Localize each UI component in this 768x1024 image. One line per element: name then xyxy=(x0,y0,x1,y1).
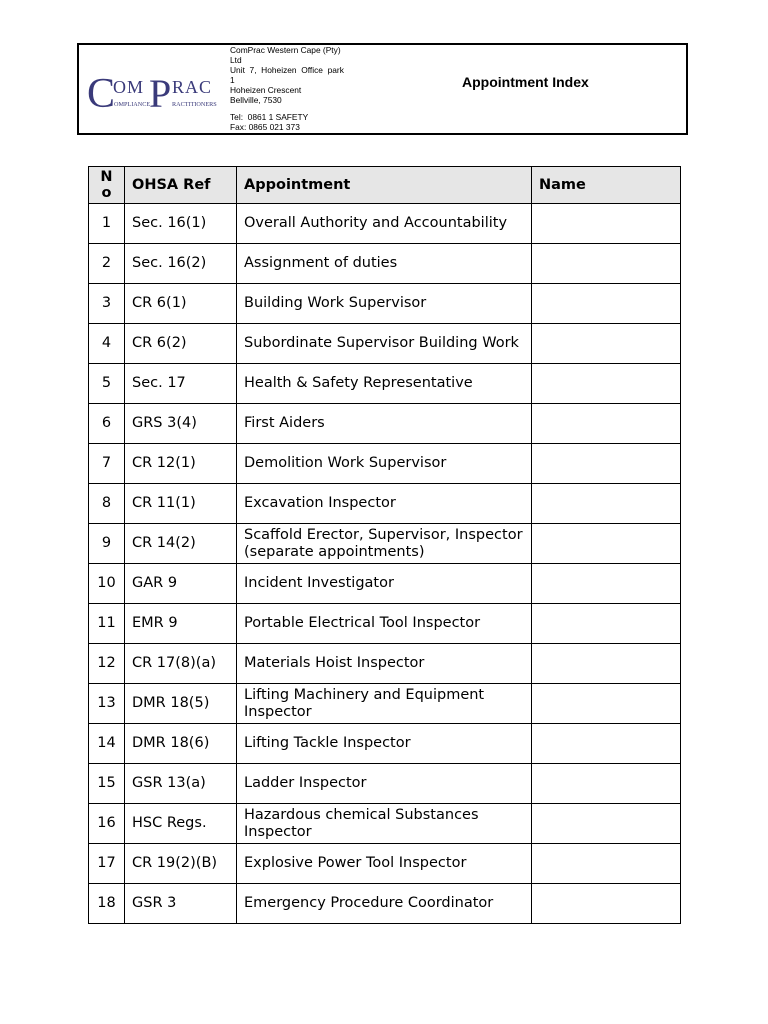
appointment-cell: Demolition Work Supervisor xyxy=(237,444,532,484)
appointment-table xyxy=(88,166,681,924)
appointment-cell: Materials Hoist Inspector xyxy=(237,644,532,684)
row-number: 3 xyxy=(89,284,125,324)
ohsa-ref-cell: GAR 9 xyxy=(125,564,237,604)
company-line: Unit 7, Hoheizen Office park xyxy=(230,64,344,75)
svg-text:P: P xyxy=(149,71,172,115)
row-number: 5 xyxy=(89,364,125,404)
table-row xyxy=(89,564,681,604)
table-row xyxy=(89,364,681,404)
name-cell[interactable] xyxy=(532,364,681,404)
ohsa-ref-cell: HSC Regs. xyxy=(125,804,237,844)
appointment-cell: Explosive Power Tool Inspector xyxy=(237,844,532,884)
appointment-cell: Subordinate Supervisor Building Work xyxy=(237,324,532,364)
name-cell[interactable] xyxy=(532,324,681,364)
ohsa-ref-cell: DMR 18(6) xyxy=(125,724,237,764)
ohsa-ref-cell: Sec. 16(2) xyxy=(125,244,237,284)
table-header-row xyxy=(89,167,681,204)
company-line: Hoheizen Crescent xyxy=(230,84,302,95)
table-row xyxy=(89,724,681,764)
table-row xyxy=(89,884,681,924)
ohsa-ref-cell: CR 6(1) xyxy=(125,284,237,324)
name-cell[interactable] xyxy=(532,484,681,524)
row-number: 13 xyxy=(89,684,125,724)
table-row xyxy=(89,684,681,724)
column-header-ref: OHSA Ref xyxy=(125,167,237,204)
appointment-cell: First Aiders xyxy=(237,404,532,444)
appointment-cell: Portable Electrical Tool Inspector xyxy=(237,604,532,644)
table-row xyxy=(89,804,681,844)
row-number: 11 xyxy=(89,604,125,644)
appointment-cell: Scaffold Erector, Supervisor, Inspector (separate appointments) xyxy=(237,524,532,564)
row-number: 16 xyxy=(89,804,125,844)
name-cell[interactable] xyxy=(532,404,681,444)
company-tel: Tel: 0861 1 SAFETY xyxy=(230,112,309,123)
appointment-cell: Incident Investigator xyxy=(237,564,532,604)
name-cell[interactable] xyxy=(532,764,681,804)
ohsa-ref-cell: CR 11(1) xyxy=(125,484,237,524)
svg-text:RAC: RAC xyxy=(172,77,213,97)
appointment-cell: Health & Safety Representative xyxy=(237,364,532,404)
appointment-cell: Assignment of duties xyxy=(237,244,532,284)
company-line: Ltd xyxy=(230,54,242,65)
ohsa-ref-cell: EMR 9 xyxy=(125,604,237,644)
name-cell[interactable] xyxy=(532,524,681,564)
company-line: 1 xyxy=(230,74,235,85)
appointment-cell: Overall Authority and Accountability xyxy=(237,204,532,244)
name-cell[interactable] xyxy=(532,724,681,764)
row-number: 15 xyxy=(89,764,125,804)
svg-text:OM: OM xyxy=(113,77,145,97)
ohsa-ref-cell: CR 14(2) xyxy=(125,524,237,564)
appointment-cell: Excavation Inspector xyxy=(237,484,532,524)
svg-text:OMPLIANCE: OMPLIANCE xyxy=(114,101,151,108)
table-row xyxy=(89,244,681,284)
table-row xyxy=(89,524,681,564)
name-cell[interactable] xyxy=(532,204,681,244)
company-line: Bellville, 7530 xyxy=(230,94,282,105)
row-number: 8 xyxy=(89,484,125,524)
row-number: 1 xyxy=(89,204,125,244)
row-number: 4 xyxy=(89,324,125,364)
ohsa-ref-cell: GSR 13(a) xyxy=(125,764,237,804)
table-row xyxy=(89,644,681,684)
table-row xyxy=(89,764,681,804)
row-number: 9 xyxy=(89,524,125,564)
name-cell[interactable] xyxy=(532,604,681,644)
row-number: 10 xyxy=(89,564,125,604)
name-cell[interactable] xyxy=(532,284,681,324)
table-row xyxy=(89,204,681,244)
ohsa-ref-cell: GRS 3(4) xyxy=(125,404,237,444)
row-number: 18 xyxy=(89,884,125,924)
row-number: 14 xyxy=(89,724,125,764)
table-row xyxy=(89,844,681,884)
name-cell[interactable] xyxy=(532,684,681,724)
column-header-name: Name xyxy=(532,167,681,204)
table-row xyxy=(89,284,681,324)
ohsa-ref-cell: Sec. 17 xyxy=(125,364,237,404)
appointment-cell: Lifting Tackle Inspector xyxy=(237,724,532,764)
comprac-logo xyxy=(87,71,217,115)
appointment-cell: Hazardous chemical Substances Inspector xyxy=(237,804,532,844)
row-number: 7 xyxy=(89,444,125,484)
table-row xyxy=(89,444,681,484)
table-row xyxy=(89,404,681,444)
name-cell[interactable] xyxy=(532,564,681,604)
table-row xyxy=(89,604,681,644)
svg-text:RACTITIONERS: RACTITIONERS xyxy=(172,101,217,108)
name-cell[interactable] xyxy=(532,444,681,484)
ohsa-ref-cell: GSR 3 xyxy=(125,884,237,924)
name-cell[interactable] xyxy=(532,244,681,284)
ohsa-ref-cell: CR 17(8)(a) xyxy=(125,644,237,684)
name-cell[interactable] xyxy=(532,644,681,684)
appointment-cell: Building Work Supervisor xyxy=(237,284,532,324)
column-header-appointment: Appointment xyxy=(237,167,532,204)
appointment-cell: Ladder Inspector xyxy=(237,764,532,804)
ohsa-ref-cell: DMR 18(5) xyxy=(125,684,237,724)
company-address xyxy=(230,46,370,133)
ohsa-ref-cell: Sec. 16(1) xyxy=(125,204,237,244)
name-cell[interactable] xyxy=(532,844,681,884)
ohsa-ref-cell: CR 6(2) xyxy=(125,324,237,364)
table-row xyxy=(89,324,681,364)
name-cell[interactable] xyxy=(532,884,681,924)
table-row xyxy=(89,484,681,524)
row-number: 6 xyxy=(89,404,125,444)
document-title: Appointment Index xyxy=(462,74,589,90)
svg-text:C: C xyxy=(87,71,116,115)
company-line: ComPrac Western Cape (Pty) xyxy=(230,45,341,55)
company-fax: Fax: 0865 021 373 xyxy=(230,122,300,133)
appointment-cell: Lifting Machinery and Equipment Inspector xyxy=(237,684,532,724)
row-number: 2 xyxy=(89,244,125,284)
column-header-no: N o xyxy=(89,167,125,204)
ohsa-ref-cell: CR 19(2)(B) xyxy=(125,844,237,884)
appointment-cell: Emergency Procedure Coordinator xyxy=(237,884,532,924)
row-number: 17 xyxy=(89,844,125,884)
name-cell[interactable] xyxy=(532,804,681,844)
comprac-logo-graphic xyxy=(87,71,217,115)
ohsa-ref-cell: CR 12(1) xyxy=(125,444,237,484)
document-header xyxy=(77,43,688,135)
row-number: 12 xyxy=(89,644,125,684)
